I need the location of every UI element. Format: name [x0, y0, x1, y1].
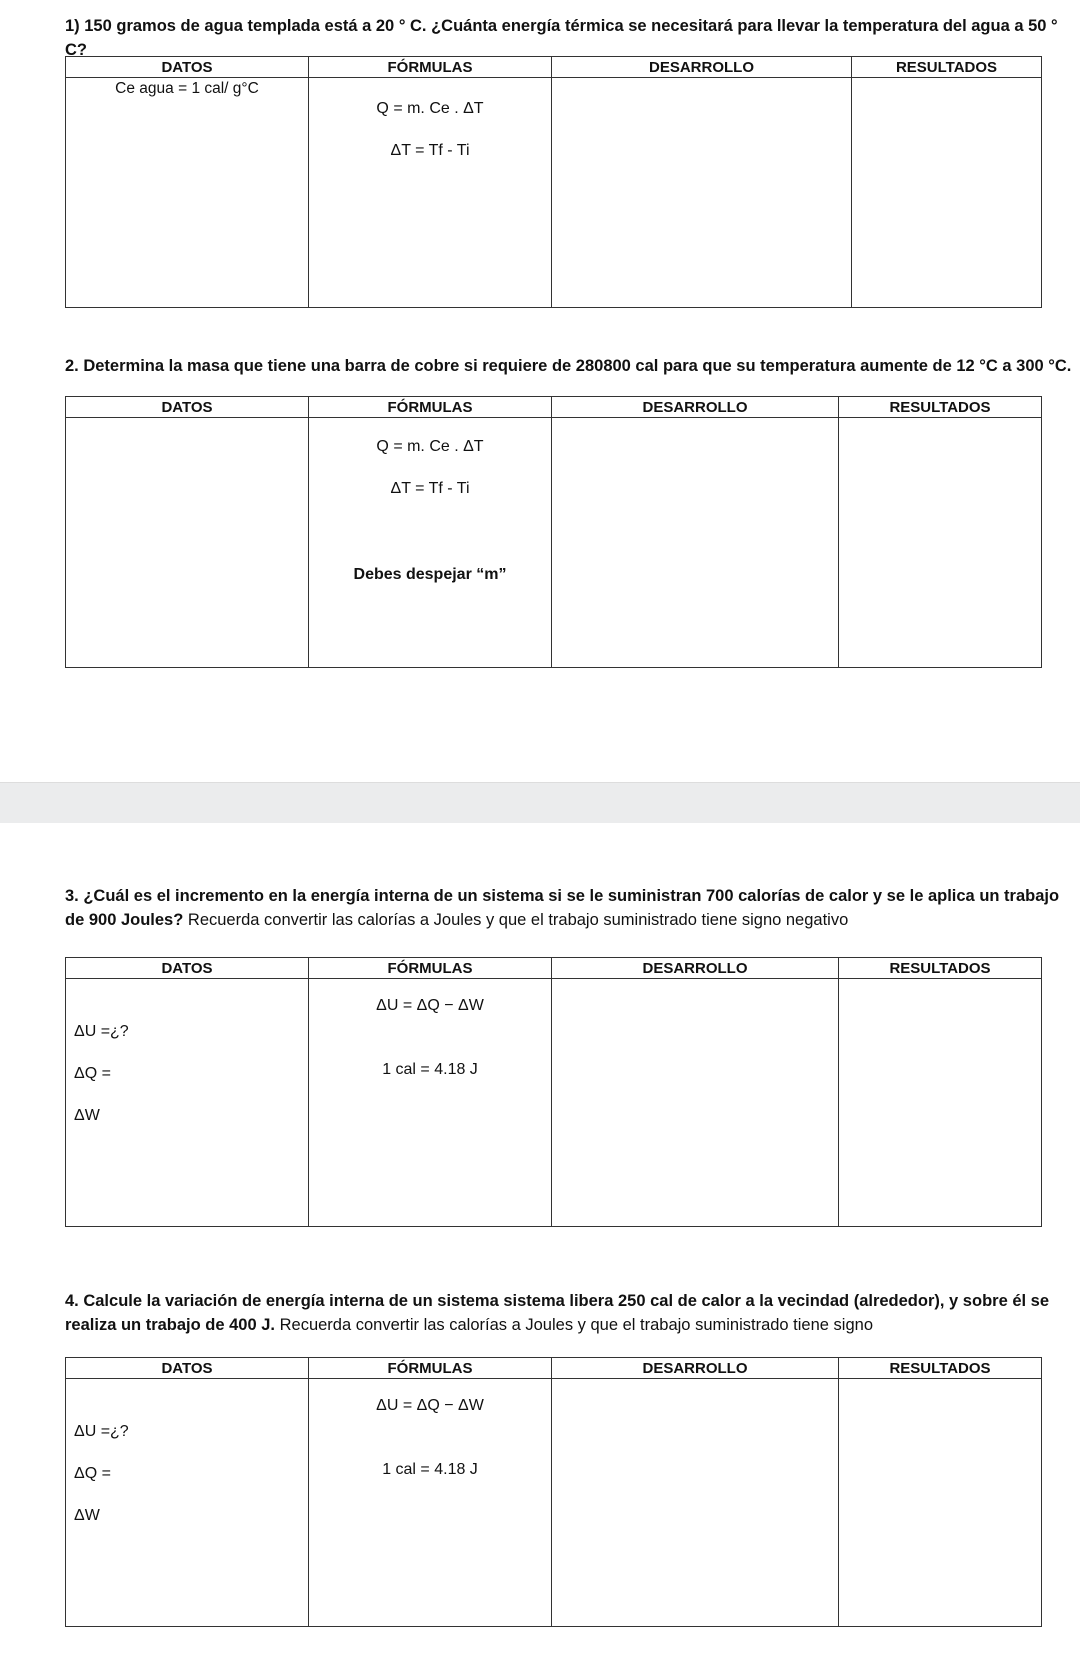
datos-delta-u: ΔU =¿? — [74, 1023, 129, 1040]
problem-1-statement: 1) 150 gramos de agua templada está a 20 ° C. ¿Cuánta energía térmica se necesitará para llevar la temperatura del agua a 50 ° C? — [65, 17, 1058, 59]
page-separator — [0, 782, 1080, 823]
col-formulas-header: FÓRMULAS — [309, 1358, 552, 1379]
formula-delta-t: ΔT = Tf - Ti — [390, 142, 470, 159]
formula-cal-conversion: 1 cal = 4.18 J — [382, 1061, 478, 1078]
problem-2-statement: 2. Determina la masa que tiene una barra de cobre si requiere de 280800 cal para que su temperatura aumente de 12 °C a 300 °C. — [65, 357, 1072, 375]
resultados-cell[interactable] — [852, 78, 1042, 308]
datos-cell — [66, 979, 309, 1227]
problem-4-hint: Recuerda convertir las calorías a Joules y que el trabajo suministrado tiene signo — [275, 1316, 873, 1334]
problem-3-hint: Recuerda convertir las calorías a Joules y que el trabajo suministrado tiene signo negativo — [183, 911, 849, 929]
desarrollo-cell[interactable] — [552, 979, 839, 1227]
formula-hint: Debes despejar “m” — [353, 566, 507, 583]
formula-heat: Q = m. Ce . ΔT — [376, 100, 484, 117]
datos-delta-u: ΔU =¿? — [74, 1423, 129, 1440]
resultados-cell[interactable] — [839, 979, 1042, 1227]
col-formulas-header: FÓRMULAS — [309, 958, 552, 979]
resultados-cell[interactable] — [839, 418, 1042, 668]
problem-3-question: 3. ¿Cuál es el incremento en la energía interna de un sistema si se le suministran 700 calorías de calor y se le aplica un trabajo de 900 Joules? — [65, 887, 1060, 929]
formulas-cell — [309, 418, 552, 668]
col-resultados-header: RESULTADOS — [839, 958, 1042, 979]
datos-cell[interactable] — [66, 418, 309, 668]
formula-cal-conversion: 1 cal = 4.18 J — [382, 1461, 478, 1478]
formula-delta-t: ΔT = Tf - Ti — [390, 480, 470, 497]
col-resultados-header: RESULTADOS — [839, 397, 1042, 418]
desarrollo-cell[interactable] — [552, 418, 839, 668]
datos-delta-q: ΔQ = — [74, 1065, 111, 1082]
datos-item: Ce agua = 1 cal/ g°C — [115, 80, 259, 97]
col-datos-header: DATOS — [66, 958, 309, 979]
datos-cell — [66, 78, 309, 308]
problem-4-statement — [65, 1289, 1077, 1337]
col-desarrollo-header: DESARROLLO — [552, 57, 852, 78]
col-desarrollo-header: DESARROLLO — [552, 958, 839, 979]
col-datos-header: DATOS — [66, 57, 309, 78]
formulas-cell — [309, 979, 552, 1227]
problem-1-table — [65, 56, 1042, 308]
col-resultados-header: RESULTADOS — [852, 57, 1042, 78]
formula-internal-energy: ΔU = ΔQ − ΔW — [376, 1397, 484, 1414]
problem-3-table — [65, 957, 1042, 1227]
col-resultados-header: RESULTADOS — [839, 1358, 1042, 1379]
col-desarrollo-header: DESARROLLO — [552, 1358, 839, 1379]
col-formulas-header: FÓRMULAS — [309, 397, 552, 418]
problem-4-question: 4. Calcule la variación de energía interna de un sistema sistema libera 250 cal de calor a la vecindad (alrededor), y sobre él se realiza un trabajo de 400 J. — [65, 1292, 1050, 1334]
col-datos-header: DATOS — [66, 1358, 309, 1379]
desarrollo-cell[interactable] — [552, 78, 852, 308]
problem-3-statement — [65, 884, 1077, 932]
datos-cell — [66, 1379, 309, 1627]
datos-delta-w: ΔW — [74, 1507, 100, 1524]
problem-2-table — [65, 396, 1042, 668]
problem-4-table — [65, 1357, 1042, 1627]
formulas-cell — [309, 78, 552, 308]
col-desarrollo-header: DESARROLLO — [552, 397, 839, 418]
col-datos-header: DATOS — [66, 397, 309, 418]
col-formulas-header: FÓRMULAS — [309, 57, 552, 78]
datos-delta-q: ΔQ = — [74, 1465, 111, 1482]
formula-heat: Q = m. Ce . ΔT — [376, 438, 484, 455]
datos-delta-w: ΔW — [74, 1107, 100, 1124]
formula-internal-energy: ΔU = ΔQ − ΔW — [376, 997, 484, 1014]
formulas-cell — [309, 1379, 552, 1627]
desarrollo-cell[interactable] — [552, 1379, 839, 1627]
resultados-cell[interactable] — [839, 1379, 1042, 1627]
